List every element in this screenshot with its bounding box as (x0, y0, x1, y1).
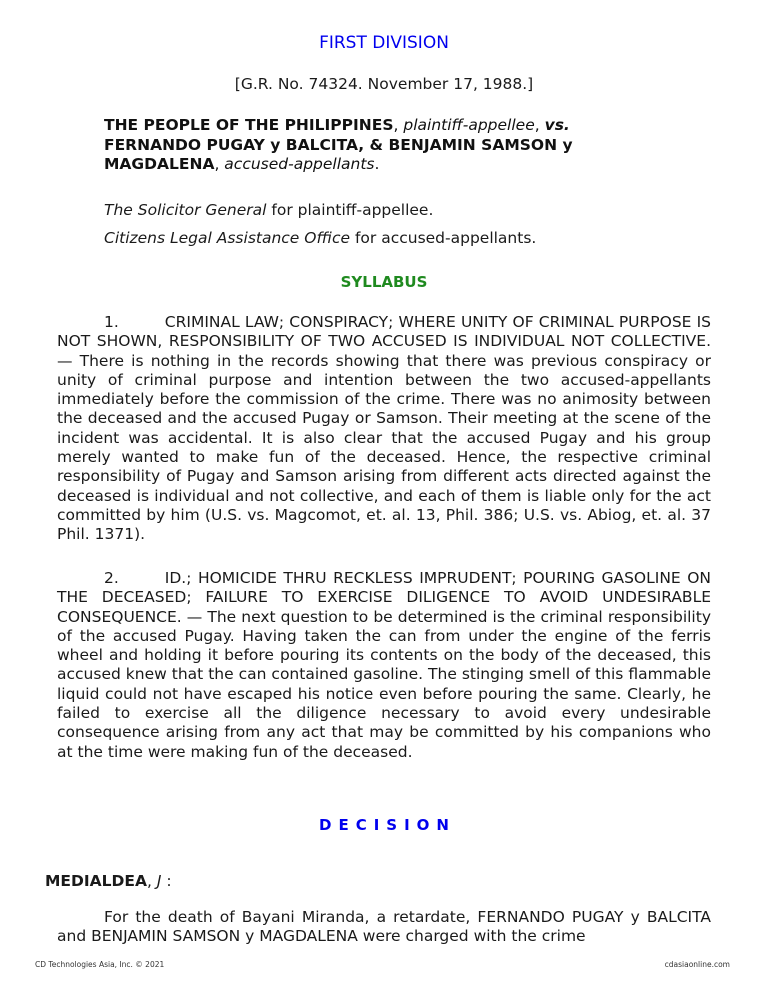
division-heading: FIRST DIVISION (319, 33, 449, 53)
decision-heading: DECISION (319, 816, 456, 834)
footer-site: cdasiaonline.com (664, 960, 730, 969)
separator: , (214, 155, 225, 173)
ponente: MEDIALDEA, J : (45, 872, 172, 890)
decision-paragraph: For the death of Bayani Miranda, a retardate, FERNANDO PUGAY y BALCITA and BENJAMIN SAMSON y MAGDALENA were charged with the crime (57, 908, 711, 946)
ponente-title: J (156, 872, 162, 890)
counsel-for: for plaintiff-appellee. (266, 201, 434, 219)
counsel-name: Citizens Legal Assistance Office (104, 229, 351, 247)
accused-names: FERNANDO PUGAY y BALCITA, & BENJAMIN SAMSON y MAGDALENA (104, 135, 573, 173)
syllabus-number: 2. (104, 569, 119, 587)
counsel-plaintiff (104, 201, 664, 221)
syllabus-number: 1. (104, 313, 119, 331)
separator: , (393, 116, 404, 134)
case-number: [G.R. No. 74324. November 17, 1988.] (234, 75, 534, 93)
syllabus-heading: SYLLABUS (340, 273, 428, 291)
counsel-accused (104, 229, 664, 249)
footer-copyright: CD Technologies Asia, Inc. © 2021 (35, 960, 165, 969)
ponente-name: MEDIALDEA (45, 872, 147, 890)
syllabus-item (57, 569, 711, 762)
counsel-name: The Solicitor General (104, 201, 267, 219)
syllabus-text: ID.; HOMICIDE THRU RECKLESS IMPRUDENT; POURING GASOLINE ON THE DECEASED; FAILURE TO EXERCISE DILIGENCE TO AVOID UNDESIRABLE CONSEQUENCE. — The next question to be determined is the criminal responsibility of the accused Pugay. Having taken the can from under the engine of the ferris wheel and holding it before pouring its contents on the body of the deceased, this accused knew that the can contained gasoline. The stinging smell of this flammable liquid could not have escaped his notice even before pouring the same. Clearly, he failed to exercise all the diligence necessary to avoid every undesirable consequence arising from any act that may be committed by his companions who at the time were making fun of the deceased. (57, 569, 711, 761)
plaintiff-name: THE PEOPLE OF THE PHILIPPINES (104, 116, 394, 134)
syllabus-text: CRIMINAL LAW; CONSPIRACY; WHERE UNITY OF CRIMINAL PURPOSE IS NOT SHOWN, RESPONSIBILITY OF TWO ACCUSED IS INDIVIDUAL NOT COLLECTIVE. — There is nothing in the records showing that there was previous conspiracy or unity of criminal purpose and intention between the two accused-appellants immediately before the commission of the crime. There was no animosity between the deceased and the accused Pugay or Samson. Their meeting at the scene of the incident was accidental. It is also clear that the accused Pugay and his group merely wanted to make fun of the deceased. Hence, the respective criminal responsibility of Pugay and Samson arising from different acts directed against the deceased is individual and not collective, and each of them is liable only for the act committed by him (U.S. vs. Magcomot, et. al. 13, Phil. 386; U.S. vs. Abiog, et. al. 37 Phil. 1371). (57, 313, 711, 544)
separator: , (534, 116, 545, 134)
plaintiff-role: plaintiff-appellee (403, 116, 535, 134)
case-parties: THE PEOPLE OF THE PHILIPPINES, plaintiff-appellee, vs. FERNANDO PUGAY y BALCITA, & BENJAMIN SAMSON y MAGDALENA, accused-appellants. (104, 116, 573, 173)
syllabus-item (57, 313, 711, 545)
accused-role: accused-appellants (224, 155, 375, 173)
counsel-for: for accused-appellants. (350, 229, 537, 247)
versus: vs. (544, 116, 570, 134)
